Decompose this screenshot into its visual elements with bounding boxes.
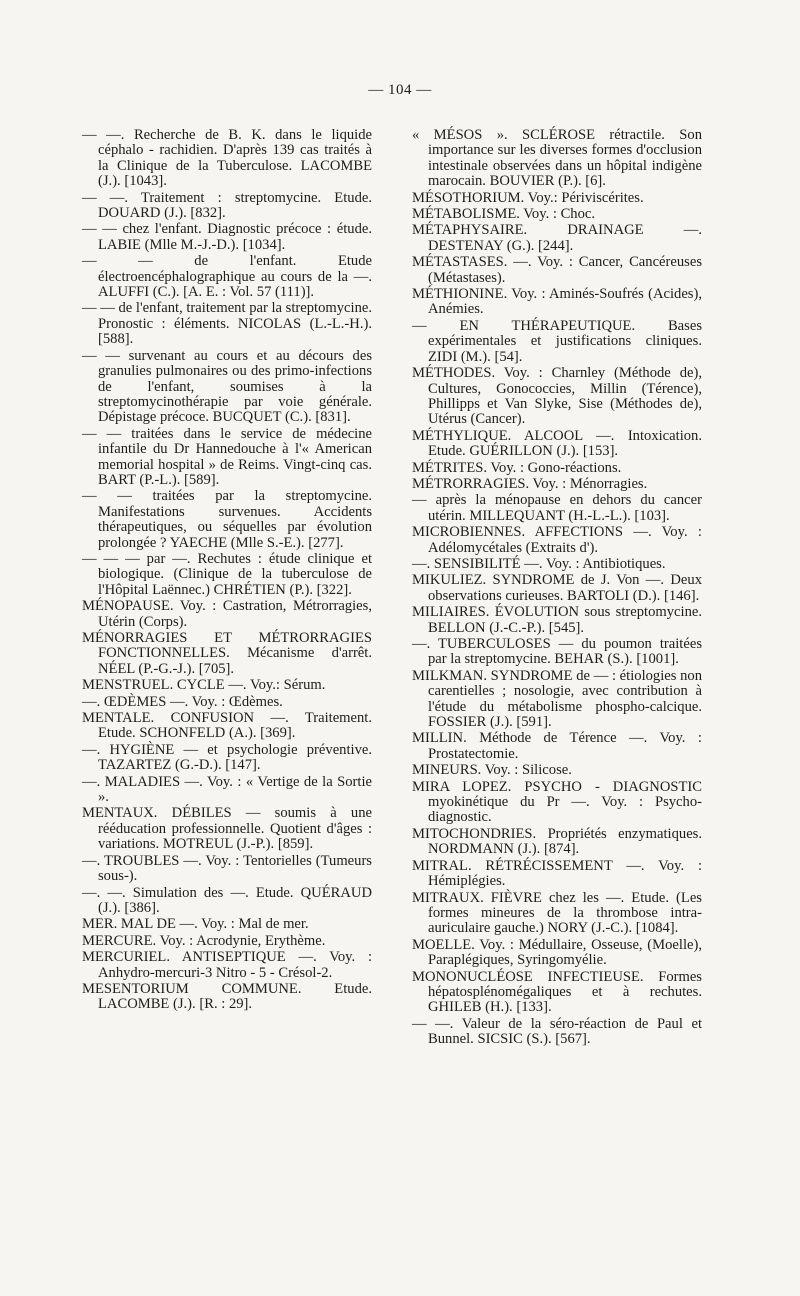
index-entry: — — de l'enfant. Etude électroencéphalographique au cours de la —. ALUFFI (C.). [A. E. : Vol. 57 (111)]. — [82, 253, 372, 301]
index-entry: MÉTAPHYSAIRE. DRAINAGE —. DESTENAY (G.). [244]. — [412, 222, 702, 254]
index-entry: —. —. Simulation des —. Etude. QUÉRAUD (J.). [386]. — [82, 884, 372, 916]
index-entry: — — traitées par la streptomycine. Manifestations survenues. Accidents thérapeutiques, ou séquelles par évolution prolongée ? YAECHE (Mlle S.-E.). [277]. — [82, 488, 372, 551]
index-entry: — — — par —. Rechutes : étude clinique et biologique. (Clinique de la tuberculose de l'Hôpital Laënnec.) CHRÉTIEN (P.). [322]. — [82, 550, 372, 598]
index-entry: —. TUBERCULOSES — du poumon traitées par la streptomycine. BEHAR (S.). [1001]. — [412, 636, 702, 668]
page-number: — 104 — — [368, 82, 432, 98]
index-entry: MILIAIRES. ÉVOLUTION sous streptomycine. BELLON (J.-C.-P.). [545]. — [412, 604, 702, 636]
index-entry: MERCURIEL. ANTISEPTIQUE —. Voy. : Anhydro-mercuri-3 Nitro - 5 - Crésol-2. — [82, 949, 372, 981]
index-entry: — après la ménopause en dehors du cancer utérin. MILLEQUANT (H.-L.-L.). [103]. — [412, 492, 702, 524]
index-entry: — — chez l'enfant. Diagnostic précoce : étude. LABIE (Mlle M.-J.-D.). [1034]. — [82, 221, 372, 253]
index-entry: MÉTHYLIQUE. ALCOOL —. Intoxication. Etude. GUÉRILLON (J.). [153]. — [412, 427, 702, 460]
index-entry: MONONUCLÉOSE INFECTIEUSE. Formes hépatosplénomégaliques et à rechutes. GHILEB (H.). [133]. — [412, 968, 702, 1016]
index-entry: « MÉSOS ». SCLÉROSE rétractile. Son importance sur les diverses formes d'occlusion intestinale observées dans un hôpital indigène marocain. BOUVIER (P.). [6]. — [412, 127, 702, 190]
index-entry: MÉSOTHORIUM. Voy.: Périviscérites. — [412, 189, 644, 206]
index-entry: MICROBIENNES. AFFECTIONS —. Voy. : Adélomycétales (Extraits d'). — [412, 524, 702, 556]
index-entry: — —. Valeur de la séro-réaction de Paul et Bunnel. SICSIC (S.). [567]. — [412, 1015, 702, 1048]
index-entry: MÉTRITES. Voy. : Gono-réactions. — [412, 459, 622, 476]
index-entry: MIRA LOPEZ. PSYCHO - DIAGNOSTIC myokinétique du Pr —. Voy. : Psycho-diagnostic. — [412, 778, 702, 826]
index-entry: MERCURE. Voy. : Acrodynie, Erythème. — [82, 932, 326, 949]
index-entry: — — survenant au cours et au décours des granulies pulmonaires ou des primo-infections de l'enfant, soumises à la streptomycinothérapie par voie générale. Dépistage précoce. BUCQUET (C.). [831]. — [82, 347, 372, 426]
index-entry: MOELLE. Voy. : Médullaire, Osseuse, (Moelle), Paraplégiques, Syringomyélie. — [412, 936, 702, 969]
index-entry: MÉTHIONINE. Voy. : Aminés-Soufrés (Acides), Anémies. — [412, 286, 702, 318]
index-entry: MILKMAN. SYNDROME de — : étiologies non carentielles ; nosologie, avec contribution à l'étude du métabolisme phospho-calcique. FOSSIER (J.). [591]. — [412, 667, 702, 731]
index-entry: MÉTABOLISME. Voy. : Choc. — [412, 206, 596, 223]
index-entry: MITRAUX. FIÈVRE chez les —. Etude. (Les formes mineures de la thrombose intra-auriculaire gauche.) NORY (J.-C.). [1084]. — [412, 889, 702, 937]
index-entry: —. HYGIÈNE — et psychologie préventive. TAZARTEZ (G.-D.). [147]. — [82, 741, 372, 774]
index-entry: MÉNOPAUSE. Voy. : Castration, Métrorragies, Utérin (Corps). — [82, 598, 372, 630]
index-entry: MESENTORIUM COMMUNE. Etude. LACOMBE (J.). [R. : 29]. — [82, 980, 372, 1013]
index-entry: MENTALE. CONFUSION —. Traitement. Etude. SCHONFELD (A.). [369]. — [82, 710, 372, 742]
index-entry: —. ŒDÈMES —. Voy. : Œdèmes. — [82, 693, 283, 710]
index-entry: MENSTRUEL. CYCLE —. Voy.: Sérum. — [82, 677, 326, 694]
index-entry: MÉTHODES. Voy. : Charnley (Méthode de), Cultures, Gonococcies, Millin (Térence), Phillipps et Van Slyke, Sise (Méthodes de), Utérus (Cancer). — [412, 365, 702, 428]
index-entry: MENTAUX. DÉBILES — soumis à une rééducation professionnelle. Quotient d'âges : variations. MOTREUL (J.-P.). [859]. — [82, 805, 372, 853]
index-entry: MÉTASTASES. —. Voy. : Cancer, Cancéreuses (Métastases). — [412, 254, 702, 286]
index-entry: MINEURS. Voy. : Silicose. — [412, 762, 572, 779]
index-entry: — — traitées dans le service de médecine infantile du Dr Hannedouche à l'« American memorial hospital » de Reims. Vingt-cinq cas. BART (P.-L.). [589]. — [82, 425, 372, 488]
index-column-left — [82, 128, 372, 1014]
index-entry: — — de l'enfant, traitement par la streptomycine. Pronostic : éléments. NICOLAS (L.-L.-H.). [588]. — [82, 300, 372, 348]
index-entry: MÉNORRAGIES ET MÉTRORRAGIES FONCTIONNELLES. Mécanisme d'arrêt. NÉEL (P.-G.-J.). [705]. — [82, 630, 372, 677]
index-entry: MER. MAL DE —. Voy. : Mal de mer. — [82, 916, 309, 933]
index-entry: — EN THÉRAPEUTIQUE. Bases expérimentales et justifications cliniques. ZIDI (M.). [54]. — [412, 317, 702, 365]
index-entry: MITRAL. RÉTRÉCISSEMENT —. Voy. : Hémiplégies. — [412, 857, 702, 890]
index-entry: MIKULIEZ. SYNDROME de J. Von —. Deux observations curieuses. BARTOLI (D.). [146]. — [412, 572, 702, 604]
index-entry: — —. Traitement : streptomycine. Etude. DOUARD (J.). [832]. — [82, 189, 372, 222]
index-entry: —. TROUBLES —. Voy. : Tentorielles (Tumeurs sous-). — [82, 852, 372, 885]
index-entry: —. MALADIES —. Voy. : « Vertige de la Sortie ». — [82, 773, 372, 806]
index-entry: MÉTRORRAGIES. Voy. : Ménorragies. — [412, 475, 648, 492]
index-column-right — [412, 128, 702, 1049]
index-entry: MILLIN. Méthode de Térence —. Voy. : Prostatectomie. — [412, 730, 702, 762]
index-entry: — —. Recherche de B. K. dans le liquide céphalo - rachidien. D'après 139 cas traités à la Clinique de la Tuberculose. LACOMBE (J.). [1043]. — [82, 127, 372, 190]
index-entry: MITOCHONDRIES. Propriétés enzymatiques. NORDMANN (J.). [874]. — [412, 825, 702, 858]
index-entry: —. SENSIBILITÉ —. Voy. : Antibiotiques. — [412, 555, 666, 572]
